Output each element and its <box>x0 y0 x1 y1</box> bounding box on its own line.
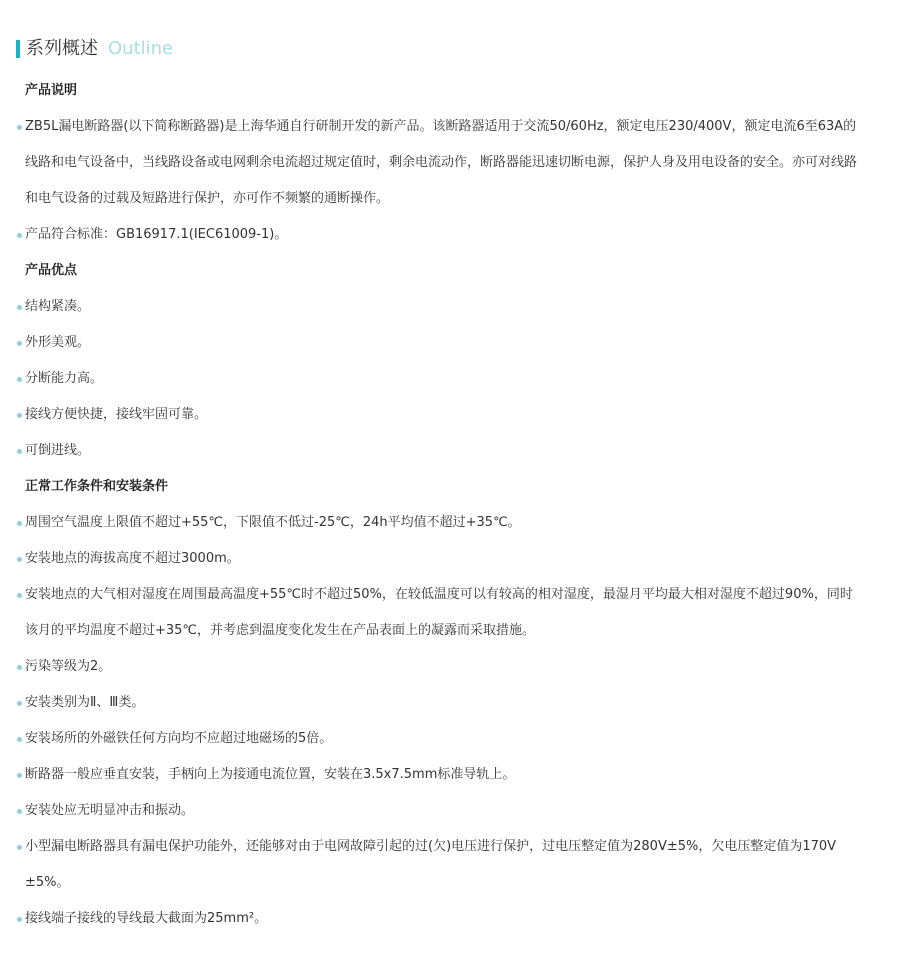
list-item-text: 安装场所的外磁铁任何方向均不应超过地磁场的5倍。 <box>25 731 333 746</box>
list-item <box>0 433 860 469</box>
outline-content <box>0 73 900 937</box>
heading-product-description: 产品说明 <box>25 83 78 98</box>
bullet-dot-icon <box>17 341 22 346</box>
bullet-dot-icon <box>17 305 22 310</box>
list-item-text: 产品符合标准：GB16917.1(IEC61009-1)。 <box>25 227 288 242</box>
list-item <box>0 505 860 541</box>
list-item <box>0 397 860 433</box>
section-title: 系列概述 <box>26 38 98 59</box>
list-item-text: 可倒进线。 <box>25 443 91 458</box>
list-item <box>0 109 860 217</box>
list-item-text: 安装类别为Ⅱ、Ⅲ类。 <box>25 695 145 710</box>
section-header <box>16 38 173 60</box>
bullet-dot-icon <box>17 377 22 382</box>
bullet-dot-icon <box>17 665 22 670</box>
bullet-dot-icon <box>17 737 22 742</box>
list-item-text: 小型漏电断路器具有漏电保护功能外，还能够对由于电网故障引起的过(欠)电压进行保护，过电压整定值为280V±5%，欠电压整定值为170V±5%。 <box>25 839 837 890</box>
section-subtitle: Outline <box>108 38 174 59</box>
list-item <box>0 577 860 649</box>
list-item <box>0 361 860 397</box>
list-item-text: 安装地点的海拔高度不超过3000m。 <box>25 551 240 566</box>
bullet-dot-icon <box>17 917 22 922</box>
list-item-text: 周围空气温度上限值不超过+55℃，下限值不低过-25℃，24h平均值不超过+35℃。 <box>25 515 521 530</box>
bullet-dot-icon <box>17 233 22 238</box>
list-item <box>0 649 860 685</box>
list-item-text: 分断能力高。 <box>25 371 104 386</box>
bullet-dot-icon <box>17 125 22 130</box>
bullet-dot-icon <box>17 809 22 814</box>
list-item-text: ZB5L漏电断路器(以下简称断路器)是上海华通自行研制开发的新产品。该断路器适用于交流50/60Hz，额定电压230/400V，额定电流6至63A的线路和电气设备中，当线路设备或电网剩余电流超过规定值时，剩余电流动作，断路器能迅速切断电源，保护人身及用电设备的安全。亦可对线路和电气设备的过载及短路进行保护，亦可作不频繁的通断操作。 <box>25 119 858 206</box>
list-item <box>0 829 860 901</box>
bullet-dot-icon <box>17 845 22 850</box>
bullet-dot-icon <box>17 593 22 598</box>
bullet-dot-icon <box>17 413 22 418</box>
heading-operating-conditions: 正常工作条件和安装条件 <box>25 479 169 494</box>
list-item <box>0 721 860 757</box>
list-item <box>0 901 860 937</box>
list-item <box>0 541 860 577</box>
list-item-text: 接线方便快捷，接线牢固可靠。 <box>25 407 208 422</box>
list-item <box>0 793 860 829</box>
bullet-dot-icon <box>17 557 22 562</box>
list-item-text: 断路器一般应垂直安装，手柄向上为接通电流位置，安装在3.5x7.5mm标准导轨上。 <box>25 767 516 782</box>
list-item <box>0 289 860 325</box>
bullet-dot-icon <box>17 449 22 454</box>
bullet-dot-icon <box>17 521 22 526</box>
header-accent-bar <box>16 40 20 58</box>
list-item-text: 接线端子接线的导线最大截面为25mm²。 <box>25 911 268 926</box>
list-item-text: 安装地点的大气相对湿度在周围最高温度+55℃时不超过50%，在较低温度可以有较高的相对湿度，最湿月平均最大相对湿度不超过90%，同时该月的平均温度不超过+35℃，并考虑到温度变化发生在产品表面上的凝露而采取措施。 <box>25 587 853 638</box>
bullet-dot-icon <box>17 701 22 706</box>
list-item <box>0 757 860 793</box>
list-item-text: 结构紧凑。 <box>25 299 91 314</box>
list-item-text: 安装处应无明显冲击和振动。 <box>25 803 195 818</box>
list-item-text: 外形美观。 <box>25 335 91 350</box>
heading-product-advantages: 产品优点 <box>25 263 78 278</box>
list-item <box>0 325 860 361</box>
bullet-dot-icon <box>17 773 22 778</box>
list-item <box>0 685 860 721</box>
list-item-text: 污染等级为2。 <box>25 659 112 674</box>
list-item <box>0 217 860 253</box>
